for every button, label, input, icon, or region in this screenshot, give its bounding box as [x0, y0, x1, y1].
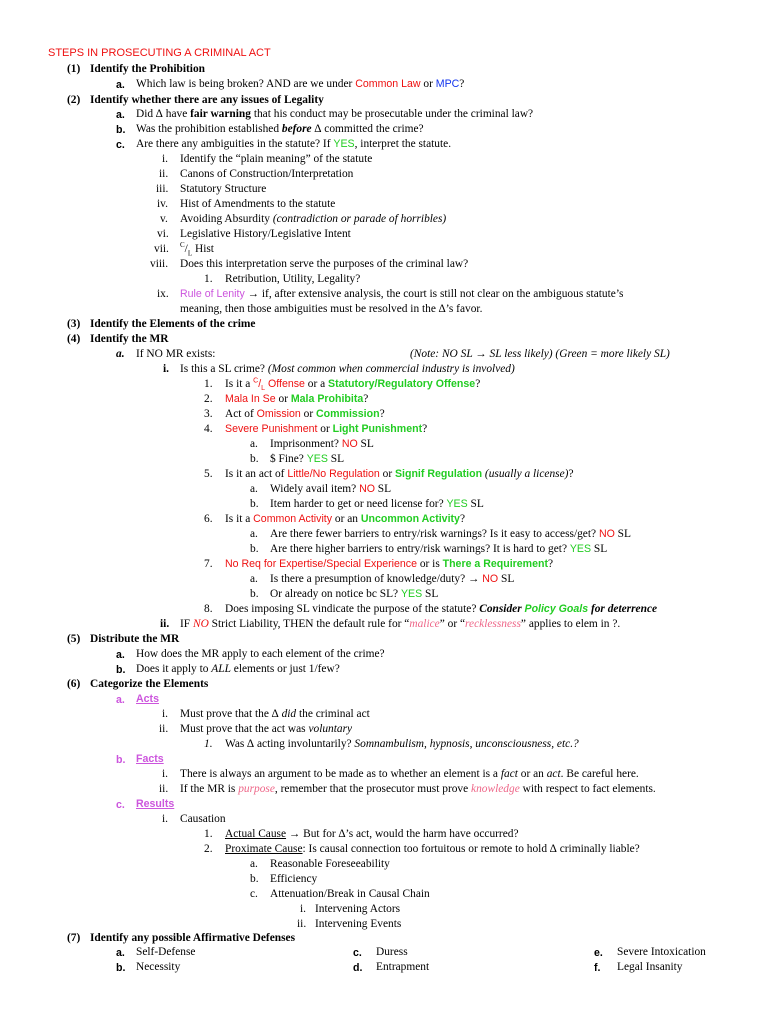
item-label: ix.	[157, 288, 169, 300]
item-label: 1.	[204, 378, 213, 390]
item-label: f.	[594, 962, 601, 974]
list-item: Does this interpretation serve the purposes of the criminal law?	[180, 258, 469, 270]
item-label: c.	[116, 799, 125, 811]
section-number: (4)	[67, 333, 81, 345]
item-label: ii.	[160, 618, 170, 630]
list-item: Identify the “plain meaning” of the statute	[180, 153, 373, 165]
subsection-heading: Acts	[136, 693, 159, 705]
item-label: vii.	[154, 243, 169, 255]
item-label: ii.	[159, 783, 169, 795]
item-label: ii.	[159, 723, 169, 735]
list-item: There is always an argument to be made as to whether an element is a fact or an act. Be careful here.	[180, 768, 639, 780]
item-label: b.	[250, 453, 259, 465]
item-label: 3.	[204, 408, 213, 420]
section-heading: Categorize the Elements	[90, 678, 209, 690]
subsection-heading: Facts	[136, 753, 164, 765]
section-heading: Identify whether there are any issues of Legality	[90, 94, 324, 106]
list-item: Self-Defense	[136, 946, 196, 958]
list-item: Legislative History/Legislative Intent	[180, 228, 351, 240]
list-item: Was ∆ acting involuntarily? Somnambulism, hypnosis, unconsciousness, etc.?	[225, 738, 579, 750]
list-item: Is it an act of Little/No Regulation or Signif Regulation (usually a license)?	[225, 468, 574, 480]
item-label: b.	[116, 124, 126, 136]
list-item: Duress	[376, 946, 408, 958]
list-item: Retribution, Utility, Legality?	[225, 273, 361, 285]
section-heading: Distribute the MR	[90, 633, 180, 645]
item-label: c.	[250, 888, 258, 900]
item-label: b.	[116, 664, 126, 676]
item-label: e.	[594, 947, 603, 959]
list-item: Intervening Actors	[315, 903, 401, 915]
list-item: Severe Intoxication	[617, 946, 706, 958]
note-text: (Note: NO SL → SL less likely) (Green = more likely SL)	[410, 348, 670, 360]
list-item: Legal Insanity	[617, 961, 683, 973]
item-label: 4.	[204, 423, 213, 435]
item-label: a.	[250, 483, 258, 495]
list-item: Statutory Structure	[180, 183, 267, 195]
list-item: Rule of Lenity → if, after extensive analysis, the court is still not clear on the ambiguous statute’s	[180, 288, 624, 300]
list-item-continuation: meaning, then those ambiguities must be resolved in the ∆’s favor.	[180, 303, 483, 315]
list-item: Does imposing SL vindicate the purpose of the statute? Consider Policy Goals for deterrence	[225, 603, 658, 615]
item-label: 8.	[204, 603, 213, 615]
list-item: Does it apply to ALL elements or just 1/few?	[136, 663, 340, 675]
list-item: Widely avail item? NO SL	[270, 483, 392, 495]
list-item: How does the MR apply to each element of the crime?	[136, 648, 385, 660]
item-label: 1.	[204, 828, 213, 840]
item-label: c.	[353, 947, 362, 959]
list-item: Canons of Construction/Interpretation	[180, 168, 354, 180]
item-label: a.	[250, 438, 258, 450]
section-number: (7)	[67, 932, 81, 944]
section-number: (3)	[67, 318, 81, 330]
item-label: b.	[116, 754, 126, 766]
list-item: Are there higher barriers to entry/risk warnings? It is hard to get? YES SL	[270, 543, 608, 555]
list-item: Act of Omission or Commission?	[225, 408, 385, 420]
section-heading: Identify any possible Affirmative Defenses	[90, 932, 296, 944]
item-label: ii.	[297, 918, 307, 930]
item-label: viii.	[150, 258, 169, 270]
list-item: $ Fine? YES SL	[270, 453, 345, 465]
subsection-heading: Results	[136, 798, 175, 810]
list-item: Severe Punishment or Light Punishment?	[225, 423, 428, 435]
item-label: i.	[162, 768, 169, 780]
section-number: (6)	[67, 678, 81, 690]
item-label: 1.	[204, 738, 213, 750]
item-label: a.	[116, 947, 125, 959]
item-label: i.	[162, 708, 169, 720]
list-item: Is this a SL crime? (Most common when commercial industry is involved)	[180, 363, 515, 375]
list-item: Are there any ambiguities in the statute? If YES, interpret the statute.	[136, 138, 452, 150]
item-label: i.	[162, 153, 169, 165]
item-label: 6.	[204, 513, 213, 525]
section-heading: Identify the Elements of the crime	[90, 318, 256, 330]
item-label: d.	[353, 962, 363, 974]
item-label: a.	[116, 348, 125, 360]
item-label: 2.	[204, 393, 213, 405]
list-item: Which law is being broken? AND are we under Common Law or MPC?	[136, 78, 465, 90]
section-heading: Identify the MR	[90, 333, 169, 345]
item-label: i.	[300, 903, 307, 915]
item-label: 7.	[204, 558, 213, 570]
item-label: b.	[250, 543, 259, 555]
list-item: Or already on notice bc SL? YES SL	[270, 588, 439, 600]
item-label: b.	[250, 498, 259, 510]
list-item: If the MR is purpose, remember that the prosecutor must prove knowledge with respect to fact elements.	[180, 783, 656, 795]
section-number: (2)	[67, 94, 81, 106]
section-number: (5)	[67, 633, 81, 645]
item-label: iii.	[156, 183, 169, 195]
list-item: Must prove that the ∆ did the criminal act	[180, 708, 370, 720]
list-item: Attenuation/Break in Causal Chain	[270, 888, 430, 900]
item-label: i.	[162, 813, 169, 825]
item-label: b.	[116, 962, 126, 974]
section-heading: Identify the Prohibition	[90, 63, 205, 75]
list-item: Causation	[180, 813, 226, 825]
section-number: (1)	[67, 63, 81, 75]
item-label: 2.	[204, 843, 213, 855]
list-item: Must prove that the act was voluntary	[180, 723, 353, 735]
item-label: vi.	[157, 228, 169, 240]
document-title: STEPS IN PROSECUTING A CRIMINAL ACT	[48, 47, 271, 59]
list-item: Imprisonment? NO SL	[270, 438, 374, 450]
list-item: Is it a Common Activity or an Uncommon Activity?	[225, 513, 465, 525]
list-item: Intervening Events	[315, 918, 402, 930]
item-label: a.	[116, 694, 125, 706]
list-item: $^C/_L$ Hist	[180, 241, 214, 258]
list-item: Are there fewer barriers to entry/risk warnings? Is it easy to access/get? NO SL	[270, 528, 631, 540]
list-item: IF NO Strict Liability, THEN the default rule for “malice” or “recklessness” applies to elem in ?.	[180, 618, 621, 630]
item-label: ii.	[159, 168, 169, 180]
item-label: b.	[250, 873, 259, 885]
item-label: 5.	[204, 468, 213, 480]
item-label: a.	[250, 573, 258, 585]
item-label: 1.	[204, 273, 213, 285]
item-label: v.	[160, 213, 168, 225]
list-item: Actual Cause → But for ∆’s act, would the harm have occurred?	[225, 828, 519, 840]
list-item: Avoiding Absurdity (contradiction or parade of horribles)	[180, 213, 447, 225]
list-item: Entrapment	[376, 961, 430, 973]
item-label: iv.	[157, 198, 168, 210]
item-label: a.	[116, 79, 125, 91]
list-item: Mala In Se or Mala Prohibita?	[225, 393, 369, 405]
list-item: Was the prohibition established before ∆ committed the crime?	[136, 123, 424, 135]
list-item: Efficiency	[270, 873, 318, 885]
item-label: a.	[250, 858, 258, 870]
item-label: c.	[116, 139, 125, 151]
list-item: No Req for Expertise/Special Experience or is There a Requirement?	[225, 558, 554, 570]
list-item: Reasonable Foreseeability	[270, 858, 390, 870]
item-label: a.	[116, 109, 125, 121]
item-label: a.	[116, 649, 125, 661]
item-label: a.	[250, 528, 258, 540]
list-item: Did ∆ have fair warning that his conduct may be prosecutable under the criminal law?	[136, 108, 534, 120]
list-item: Item harder to get or need license for? YES SL	[270, 498, 484, 510]
list-item: Necessity	[136, 961, 181, 973]
list-item: Is it a $^C/_L$ Offense or a Statutory/Regulatory Offense?	[225, 377, 481, 393]
list-item: Proximate Cause: Is causal connection too fortuitous or remote to hold ∆ criminally liable?	[225, 843, 640, 855]
item-label: b.	[250, 588, 259, 600]
item-label: i.	[163, 363, 170, 375]
list-item: If NO MR exists:	[136, 348, 216, 360]
list-item: Hist of Amendments to the statute	[180, 198, 336, 210]
list-item: Is there a presumption of knowledge/duty? → NO SL	[270, 573, 515, 585]
